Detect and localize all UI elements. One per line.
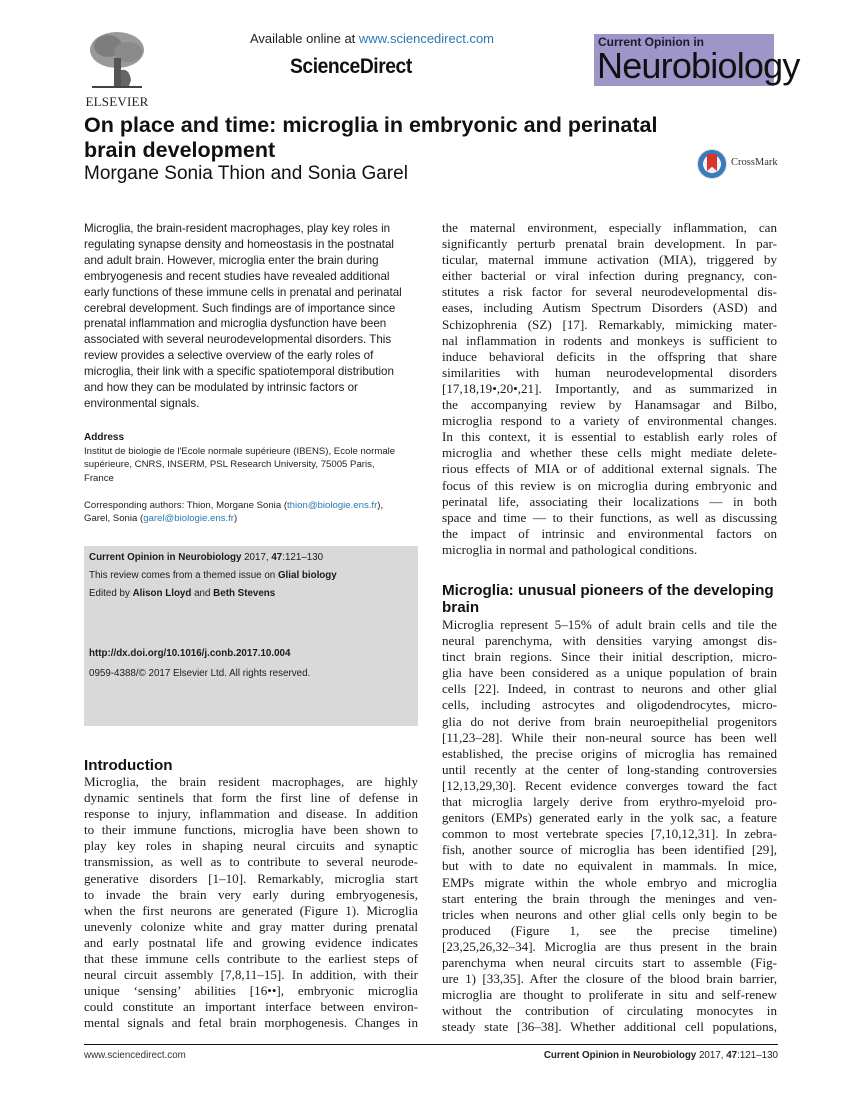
sciencedirect-brand[interactable]: ScienceDirect bbox=[290, 55, 412, 78]
body-line: focus of this review is on microglia during embryonic and bbox=[442, 477, 777, 493]
body-line: nal inflammation in rodents and monkeys is sufficient to bbox=[442, 332, 777, 348]
citation-line bbox=[89, 552, 323, 563]
title-line-1: On place and time: microglia in embryonic and perinatal bbox=[84, 113, 658, 137]
address-line: supérieure, CNRS, INSERM, PSL Research University, 75005 Paris, bbox=[84, 459, 375, 471]
body-line: mental signals and fetal brain morphogenesis. Changes in bbox=[84, 1015, 418, 1031]
body-line: glia have been considered as a unique population of brain bbox=[442, 665, 777, 681]
citation-pages: :121–130 bbox=[282, 552, 324, 563]
citation-year: 2017, bbox=[241, 552, 272, 563]
citation-volume: 47 bbox=[271, 552, 283, 563]
body-line: the maternal environment, especially inflammation, can bbox=[442, 220, 777, 235]
body-line: parenchyma when neural circuits start to assemble (Fig- bbox=[442, 954, 777, 970]
title-line-2: brain development bbox=[84, 138, 276, 162]
body-line: dynamic sentinels that form the first line of defense in bbox=[84, 790, 418, 806]
body-line: to their immune functions, microglia have been shown to bbox=[84, 822, 418, 838]
edited-prefix: Edited by bbox=[89, 588, 133, 599]
footer-pages: :121–130 bbox=[737, 1050, 778, 1061]
abstract-line: associated with several neurodevelopmental disorders. This bbox=[84, 333, 392, 347]
body-line: EMPs migrate within the whole embryo and microglia bbox=[442, 874, 777, 890]
themed-prefix: This review comes from a themed issue on bbox=[89, 570, 278, 581]
email-link-thion[interactable]: thion@biologie.ens.fr bbox=[287, 500, 378, 511]
editors-line bbox=[89, 588, 275, 599]
body-line: that microglia largely derive from erythro-myeloid pro- bbox=[442, 794, 777, 810]
body-line: microglia in normal and pathological conditions. bbox=[442, 541, 698, 557]
body-line: microglia respond to a variety of environmental changes. bbox=[442, 413, 777, 429]
body-line: induce behavioral deficits in the offspring that share bbox=[442, 348, 777, 364]
abstract-line: regulating synapse density and homeostasis in the postnatal bbox=[84, 237, 395, 251]
abstract-line: prenatal inflammation and microglia dysfunction have been bbox=[84, 317, 387, 331]
body-line: glia do not derive from brain neuroepithelial progenitors bbox=[442, 713, 777, 729]
address-text bbox=[84, 445, 418, 485]
body-line: [12,13,29,30]. Recent evidence converges toward the fact bbox=[442, 777, 777, 793]
body-line: the impact of intrinsic and environmental factors on bbox=[442, 525, 777, 541]
crossmark-badge[interactable] bbox=[697, 149, 787, 183]
footer-year: 2017, bbox=[696, 1050, 727, 1061]
email-link-garel[interactable]: garel@biologie.ens.fr bbox=[143, 513, 235, 525]
body-line: start entering the brain through the meninges and ven- bbox=[442, 890, 777, 906]
corresp-separator: ), bbox=[377, 500, 384, 511]
body-line: [23,25,26,32–34]. Microglia are thus present in the brain bbox=[442, 938, 777, 954]
abstract-line: cerebral development. Such findings are of importance since bbox=[84, 301, 396, 315]
body-line: produced (Figure 1, see the precise timeline) bbox=[442, 922, 777, 938]
body-line: cells, including astrocytes and oligodendrocytes, micro- bbox=[442, 697, 777, 713]
theme-name: Glial biology bbox=[277, 570, 337, 581]
abstract-line: Microglia, the brain-resident macrophages, play key roles in bbox=[84, 222, 391, 235]
abstract-line: embryogenesis and recent studies have revealed additional bbox=[84, 269, 390, 283]
sciencedirect-link[interactable]: www.sciencedirect.com bbox=[358, 31, 495, 46]
article-title bbox=[84, 113, 724, 163]
body-line: tinct brain regions. Since their initial description, micro- bbox=[442, 649, 777, 665]
body-line: space and time — to their functions, as well as discussing bbox=[442, 509, 777, 525]
body-line: microglia are thought to proliferate in situ and self-renew bbox=[442, 987, 777, 1003]
body-line: [11,23–28]. While their non-neural source has been well bbox=[442, 729, 777, 745]
copyright-line: 0959-4388/© 2017 Elsevier Ltd. All rights reserved. bbox=[89, 668, 311, 679]
journal-name: Current Opinion in Neurobiology bbox=[89, 552, 242, 563]
journal-logo[interactable] bbox=[594, 34, 800, 86]
footer-volume: 47 bbox=[726, 1050, 738, 1061]
section-heading-line-2: brain bbox=[442, 599, 480, 616]
body-line: Schizophrenia (SZ) [17]. Remarkably, mimicking mater- bbox=[442, 316, 777, 332]
body-line: ticular, maternal immune activation (MIA), triggered by bbox=[442, 252, 777, 268]
corresp-prefix-2: Garel, Sonia ( bbox=[84, 513, 144, 525]
body-line: but with to date no equivalent in mammals. In mice, bbox=[442, 858, 777, 874]
article-info-box bbox=[84, 546, 418, 726]
body-line: significantly perturb prenatal brain development. In par- bbox=[442, 236, 777, 252]
body-line: Microglia represent 5–15% of adult brain cells and tile the bbox=[442, 617, 777, 632]
body-line: either bacterial or viral infection during pregnancy, con- bbox=[442, 268, 777, 284]
corresp-prefix: Corresponding authors: Thion, Morgane Sonia ( bbox=[84, 500, 288, 511]
introduction-continued bbox=[442, 220, 777, 558]
footer-journal: Current Opinion in Neurobiology bbox=[543, 1050, 697, 1061]
abstract-line: review provides a selective overview of the early roles of bbox=[84, 349, 374, 363]
body-line: and early postnatal life and growing evidence indicates bbox=[84, 934, 418, 950]
address-line: Institut de biologie de l'Ecole normale supérieure (IBENS), Ecole normale bbox=[84, 446, 396, 457]
elsevier-logo[interactable] bbox=[84, 28, 150, 108]
journal-logo-big-text: Neurobiology bbox=[597, 45, 800, 86]
footer-website[interactable]: www.sciencedirect.com bbox=[84, 1050, 186, 1061]
available-prefix: Available online at bbox=[250, 31, 359, 46]
body-line: transmission, as well as to contribute to several neurode- bbox=[84, 854, 418, 870]
editor-1: Alison Lloyd bbox=[132, 588, 192, 599]
body-line: response to injury, inflammation and disease. In addition bbox=[84, 806, 418, 822]
footer-divider bbox=[84, 1044, 778, 1045]
editor-2: Beth Stevens bbox=[213, 588, 276, 599]
introduction-body bbox=[84, 774, 418, 1032]
body-line: steady state [36–38]. Whether additional cell populations, bbox=[442, 1019, 777, 1035]
abstract-line: and how they can be modulated by intrinsic factors or bbox=[84, 381, 358, 395]
body-line: rious effects of MIA or of additional external signals. The bbox=[442, 461, 777, 477]
available-online-text bbox=[250, 31, 494, 46]
body-line: could constitute an important interface between environ- bbox=[84, 999, 418, 1015]
body-line: cells [22]. Indeed, in contrast to neurons and other glial bbox=[442, 681, 777, 697]
body-line: without the contribution of circulating monocytes in bbox=[442, 1003, 777, 1019]
abstract bbox=[84, 221, 418, 412]
section-heading-line-1: Microglia: unusual pioneers of the developing bbox=[442, 582, 774, 599]
elsevier-tree-icon bbox=[88, 30, 146, 92]
body-line: perinatal life, associating their localizations — in both bbox=[442, 493, 777, 509]
body-line: In this context, it is essential to establish early roles of bbox=[442, 429, 777, 445]
themed-issue-line bbox=[89, 570, 337, 581]
body-line: tricles when neurons and other glial cells only begin to be bbox=[442, 906, 777, 922]
body-line: stitutes a risk factor for several neurodevelopmental dis- bbox=[442, 284, 777, 300]
section2-body bbox=[442, 617, 777, 1035]
body-line: common to most vertebrate species [7,10,12,31]. In zebra- bbox=[442, 826, 777, 842]
body-line: unique ‘sensing’ abilities [16••], embryonic microglia bbox=[84, 983, 418, 999]
body-line: play key roles in shaping neural circuits and synaptic bbox=[84, 838, 418, 854]
publisher-wordmark: ELSEVIER bbox=[85, 94, 149, 109]
address-line: France bbox=[84, 472, 114, 484]
body-line: fish, another source of microglia has been identified [29], bbox=[442, 842, 777, 858]
body-line: [17,18,19•,20•,21]. Importantly, and as summarized in bbox=[442, 380, 777, 396]
corresponding-authors bbox=[84, 499, 418, 526]
body-line: when the first neurons are generated (Figure 1). Microglia bbox=[84, 902, 418, 918]
doi-link[interactable]: http://dx.doi.org/10.1016/j.conb.2017.10.004 bbox=[89, 648, 291, 659]
abstract-line: environmental signals. bbox=[84, 396, 200, 410]
article-authors: Morgane Sonia Thion and Sonia Garel bbox=[84, 163, 408, 184]
body-line: genitors (EMPs) generated early in the yolk sac, a feature bbox=[442, 810, 777, 826]
crossmark-label: CrossMark bbox=[731, 157, 778, 168]
body-line: the accompanying review by Hanamsagar and Bilbo, bbox=[442, 397, 777, 413]
body-line: eases, including Autism Spectrum Disorders (ASD) and bbox=[442, 300, 777, 316]
body-line: Microglia, the brain resident macrophages, are highly bbox=[84, 774, 418, 789]
body-line: to invade the brain very early during embryogenesis, bbox=[84, 886, 418, 902]
corresp-suffix: ) bbox=[234, 513, 238, 525]
abstract-line: microglia, their link with a specific spatiotemporal distribution bbox=[84, 365, 394, 379]
section-heading-microglia-pioneers bbox=[442, 582, 777, 616]
abstract-line: early functions of these immune cells in prenatal and perinatal bbox=[84, 285, 402, 299]
abstract-line: and adult brain. However, microglia enter the brain during bbox=[84, 253, 379, 267]
body-line: established, the precise origins of microglia has remained bbox=[442, 745, 777, 761]
body-line: neural circuit assembly [7,8,11–15]. In addition, with their bbox=[84, 967, 418, 983]
footer-citation bbox=[544, 1050, 778, 1061]
body-line: neural parenchyma, with densities varying amongst dis- bbox=[442, 633, 777, 649]
journal-logo-small-text: Current Opinion in bbox=[598, 35, 704, 49]
body-line: that these immune cells contribute to the earliest steps of bbox=[84, 951, 418, 967]
address-heading: Address bbox=[84, 432, 125, 443]
body-line: microglia and whether these cells might mediate delete- bbox=[442, 445, 777, 461]
body-line: similarities with human neurodevelopmental disorders bbox=[442, 364, 777, 380]
body-line: until recently at the center of long-standing controversies bbox=[442, 761, 777, 777]
introduction-heading: Introduction bbox=[84, 757, 173, 774]
body-line: unevenly colonize white and gray matter during prenatal bbox=[84, 918, 418, 934]
editors-and: and bbox=[191, 588, 214, 599]
body-line: ure 1) [33,35]. After the closure of the blood brain barrier, bbox=[442, 971, 777, 987]
body-line: generative disorders [1–10]. Remarkably, microglia start bbox=[84, 870, 418, 886]
